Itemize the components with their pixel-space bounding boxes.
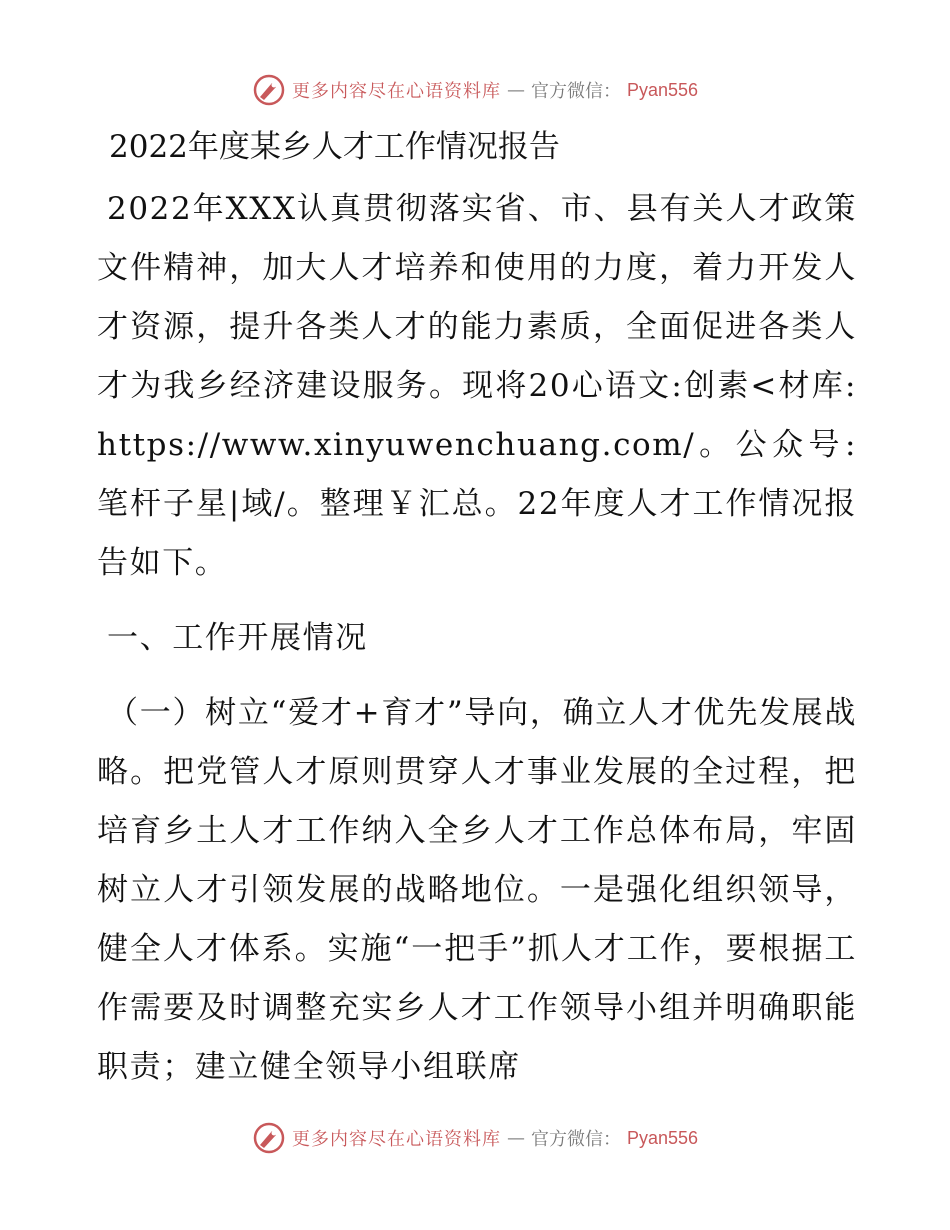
watermark-footer <box>0 1118 950 1158</box>
watermark-separator: — <box>506 79 525 101</box>
watermark-wechat-id: Pyan556 <box>626 79 699 100</box>
section-heading: 一、工作开展情况 <box>107 620 368 656</box>
watermark-official-label: 官方微信： <box>530 81 621 102</box>
watermark-header <box>0 70 950 110</box>
watermark-official-label: 官方微信： <box>530 1129 621 1150</box>
pen-circle-icon <box>252 1121 286 1155</box>
watermark-separator: — <box>506 1127 525 1149</box>
pen-circle-icon <box>252 73 286 107</box>
watermark-brand: 更多内容尽在心语资料库 <box>291 1129 501 1150</box>
document-body <box>97 118 857 1097</box>
section-paragraph: （一）树立“爱才+育才”导向，确立人才优先发展战略。把党管人才原则贯穿人才事业发展的全过程，把培育乡土人才工作纳入全乡人才工作总体布局，牢固树立人才引领发展的战略地位。一是强化组织领导，健全人才体系。实施“一把手”抓人才工作，要根据工作需要及时调整充实乡人才工作领导小组并明确职能职责；建立健全领导小组联席 <box>97 695 857 1085</box>
watermark-wechat-id: Pyan556 <box>626 1127 699 1148</box>
watermark-brand: 更多内容尽在心语资料库 <box>291 81 501 102</box>
document-title: 2022年度某乡人才工作情况报告 <box>109 129 560 165</box>
intro-paragraph: 2022年XXX认真贯彻落实省、市、县有关人才政策文件精神，加大人才培养和使用的力度，着力开发人才资源，提升各类人才的能力素质，全面促进各类人才为我乡经济建设服务。现将20心语文:创素<材库: https://www.xinyuwenchuang.com/。公众号: 笔杆子星|域/。整理￥汇总。22年度人才工作情况报告如下。 <box>97 191 857 581</box>
